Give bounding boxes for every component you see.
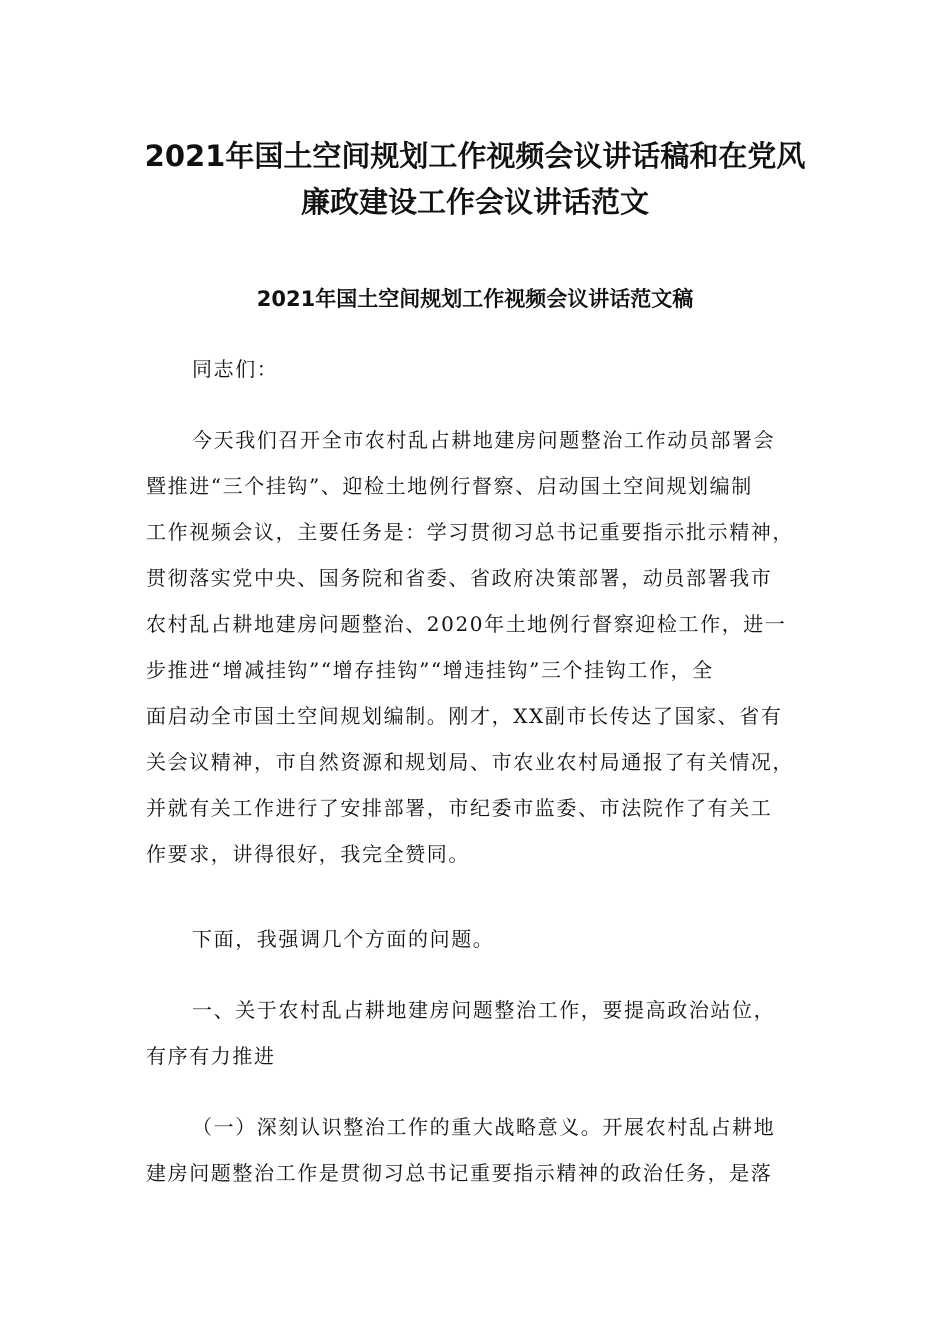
paragraph-2-line: 下面，我强调几个方面的问题。 — [192, 927, 495, 951]
paragraph-1-line: 农村乱占耕地建房问题整治、2020年土地例行督察迎检工作，进一 — [146, 612, 787, 636]
document-title-line-2: 廉政建设工作会议讲话范文 — [300, 185, 649, 219]
heading-1-line: 一、关于农村乱占耕地建房问题整治工作，要提高政治站位， — [192, 998, 776, 1022]
document-title-line-1: 2021年国土空间规划工作视频会议讲话稿和在党风 — [144, 139, 806, 173]
salutation: 同志们： — [192, 357, 279, 381]
paragraph-1-line: 关会议精神，市自然资源和规划局、市农业农村局通报了有关情况， — [146, 750, 794, 774]
paragraph-1-line: 并就有关工作进行了安排部署，市纪委市监委、市法院作了有关工 — [146, 796, 773, 820]
paragraph-3-line: （一）深刻认识整治工作的重大战略意义。开展农村乱占耕地 — [192, 1115, 776, 1139]
section-title: 2021年国土空间规划工作视频会议讲话范文稿 — [256, 287, 694, 311]
paragraph-1-line: 面启动全市国土空间规划编制。刚才，XX副市长传达了国家、省有 — [146, 704, 783, 728]
paragraph-3-line: 建房问题整治工作是贯彻习总书记重要指示精神的政治任务，是落 — [146, 1161, 773, 1185]
paragraph-1-line: 步推进“增减挂钩”“增存挂钩”“增违挂钩”三个挂钩工作，全 — [146, 658, 714, 682]
paragraph-1-line: 贯彻落实党中央、国务院和省委、省政府决策部署，动员部署我市 — [146, 566, 773, 590]
paragraph-1-line: 今天我们召开全市农村乱占耕地建房问题整治工作动员部署会 — [192, 428, 776, 452]
heading-1-line: 有序有力推进 — [146, 1044, 276, 1068]
paragraph-1-line: 作要求，讲得很好，我完全赞同。 — [146, 842, 470, 866]
paragraph-1-line: 暨推进“三个挂钩”、迎检土地例行督察、启动国土空间规划编制 — [146, 474, 753, 498]
paragraph-1-line: 工作视频会议，主要任务是：学习贯彻习总书记重要指示批示精神， — [146, 520, 794, 544]
